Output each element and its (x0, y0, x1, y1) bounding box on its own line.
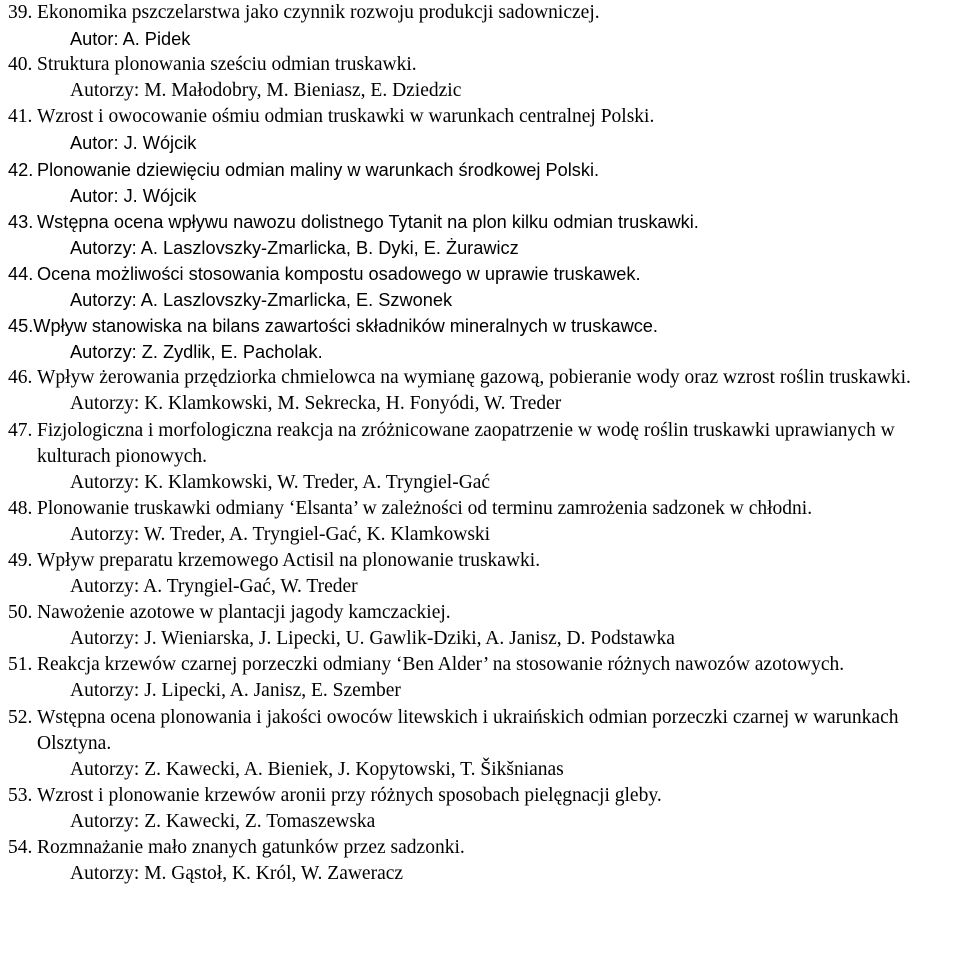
entry-title (8, 209, 960, 235)
entry-title (8, 157, 960, 183)
entry-title-text: Nawożenie azotowe w plantacji jagody kamczackiej. (37, 602, 451, 624)
entry-number: 46. (8, 367, 33, 389)
list-item (8, 548, 960, 600)
entry-title-text: Ekonomika pszczelarstwa jako czynnik rozwoju produkcji sadowniczej. (37, 2, 600, 23)
entry-number: 52. (8, 706, 33, 728)
entry-title-text: Struktura plonowania sześciu odmian truskawki. (37, 54, 417, 76)
entry-authors: Autorzy: A. Tryngiel-Gać, W. Treder (70, 576, 358, 598)
entry-authors: Autor: J. Wójcik (70, 185, 197, 206)
entry-authors: Autorzy: K. Klamkowski, M. Sekrecka, H. Fonyódi, W. Treder (70, 393, 562, 415)
entry-number: 48. (8, 497, 33, 519)
entry-title-text: Wpływ stanowiska na bilans zawartości składników mineralnych w truskawce. (33, 316, 658, 337)
entry-title (8, 365, 960, 391)
list-item (8, 157, 960, 209)
entry-title (8, 705, 960, 757)
entry-authors: Autorzy: Z. Zydlik, E. Pacholak. (70, 342, 323, 363)
entry-title-text: Wpływ żerowania przędziorka chmielowca na wymianę gazową, pobieranie wody oraz wzrost roślin truskawki. (37, 367, 911, 389)
entry-title (8, 261, 960, 287)
entry-number: 54. (8, 837, 33, 858)
entry-authors: Autor: J. Wójcik (70, 133, 197, 154)
entry-authors: Autorzy: Z. Kawecki, A. Bieniek, J. Kopytowski, T. Šikšnianas (70, 758, 564, 780)
entry-title (8, 548, 960, 574)
entry-authors: Autorzy: A. Laszlovszky-Zmarlicka, B. Dyki, E. Żurawicz (70, 237, 519, 258)
list-item (8, 835, 960, 887)
list-item (8, 0, 960, 52)
entry-title-text: Rozmnażanie mało znanych gatunków przez sadzonki. (37, 837, 465, 858)
entry-title-text: Wstępna ocena wpływu nawozu dolistnego Tytanit na plon kilku odmian truskawki. (37, 211, 699, 232)
entry-number: 47. (8, 419, 33, 441)
entry-number: 40. (8, 54, 33, 76)
entry-title-text: Plonowanie dziewięciu odmian maliny w warunkach środkowej Polski. (37, 159, 600, 180)
entry-authors: Autorzy: M. Małodobry, M. Bieniasz, E. Dziedzic (70, 80, 462, 102)
entry-title-text: Wzrost i owocowanie ośmiu odmian truskawki w warunkach centralnej Polski. (37, 106, 655, 128)
entry-authors: Autorzy: A. Laszlovszky-Zmarlicka, E. Szwonek (70, 290, 453, 311)
entry-title (8, 496, 960, 522)
entry-authors: Autorzy: J. Wieniarska, J. Lipecki, U. Gawlik-Dziki, A. Janisz, D. Podstawka (70, 628, 675, 650)
entry-title-text: Wzrost i plonowanie krzewów aronii przy różnych sposobach pielęgnacji gleby. (37, 784, 662, 806)
list-item (8, 209, 960, 261)
list-item (8, 365, 960, 417)
entry-title-text: Wstępna ocena plonowania i jakości owoców litewskich i ukraińskich odmian porzeczki czarnej w warunkach Olsztyna. (37, 706, 899, 754)
list-item (8, 496, 960, 548)
entry-number: 44. (8, 263, 34, 284)
entry-title (8, 835, 960, 861)
entry-title-text: Wpływ preparatu krzemowego Actisil na plonowanie truskawki. (37, 549, 541, 571)
entry-number: 51. (8, 654, 33, 676)
list-item (8, 600, 960, 652)
entry-title (8, 0, 960, 26)
entry-authors: Autorzy: J. Lipecki, A. Janisz, E. Szember (70, 680, 401, 702)
list-item (8, 705, 960, 783)
entry-authors: Autor: A. Pidek (70, 29, 191, 50)
list-item (8, 783, 960, 835)
entry-authors: Autorzy: W. Treder, A. Tryngiel-Gać, K. Klamkowski (70, 523, 491, 545)
entry-number: 39. (8, 2, 33, 23)
entry-title (8, 418, 960, 470)
entry-title (8, 313, 960, 339)
entry-number: 42. (8, 159, 34, 180)
entry-title-text: Plonowanie truskawki odmiany ‘Elsanta’ w zależności od terminu zamrożenia sadzonek w chłodni. (37, 497, 813, 519)
list-item (8, 418, 960, 496)
document-body (8, 0, 960, 887)
list-item (8, 652, 960, 704)
entry-authors: Autorzy: K. Klamkowski, W. Treder, A. Tryngiel-Gać (70, 471, 491, 493)
entry-number: 41. (8, 106, 33, 128)
entry-title (8, 600, 960, 626)
list-item (8, 313, 960, 365)
entry-title (8, 104, 960, 130)
entry-number: 53. (8, 784, 33, 806)
entry-title (8, 783, 960, 809)
entry-authors: Autorzy: M. Gąstoł, K. Król, W. Zaweracz (70, 863, 404, 885)
entry-number: 50. (8, 602, 33, 624)
entry-number: 45. (8, 316, 34, 337)
entry-title-text: Reakcja krzewów czarnej porzeczki odmiany ‘Ben Alder’ na stosowanie różnych nawozów azotowych. (37, 654, 845, 676)
list-item (8, 52, 960, 104)
list-item (8, 261, 960, 313)
entry-number: 43. (8, 211, 34, 232)
list-item (8, 104, 960, 156)
entry-title-text: Fizjologiczna i morfologiczna reakcja na zróżnicowane zaopatrzenie w wodę roślin truskawki uprawianych w kulturach pionowych. (37, 419, 895, 467)
entry-authors: Autorzy: Z. Kawecki, Z. Tomaszewska (70, 810, 376, 832)
entry-title-text: Ocena możliwości stosowania kompostu osadowego w uprawie truskawek. (37, 263, 641, 284)
entry-title (8, 652, 960, 678)
entry-number: 49. (8, 549, 33, 571)
entry-title (8, 52, 960, 78)
